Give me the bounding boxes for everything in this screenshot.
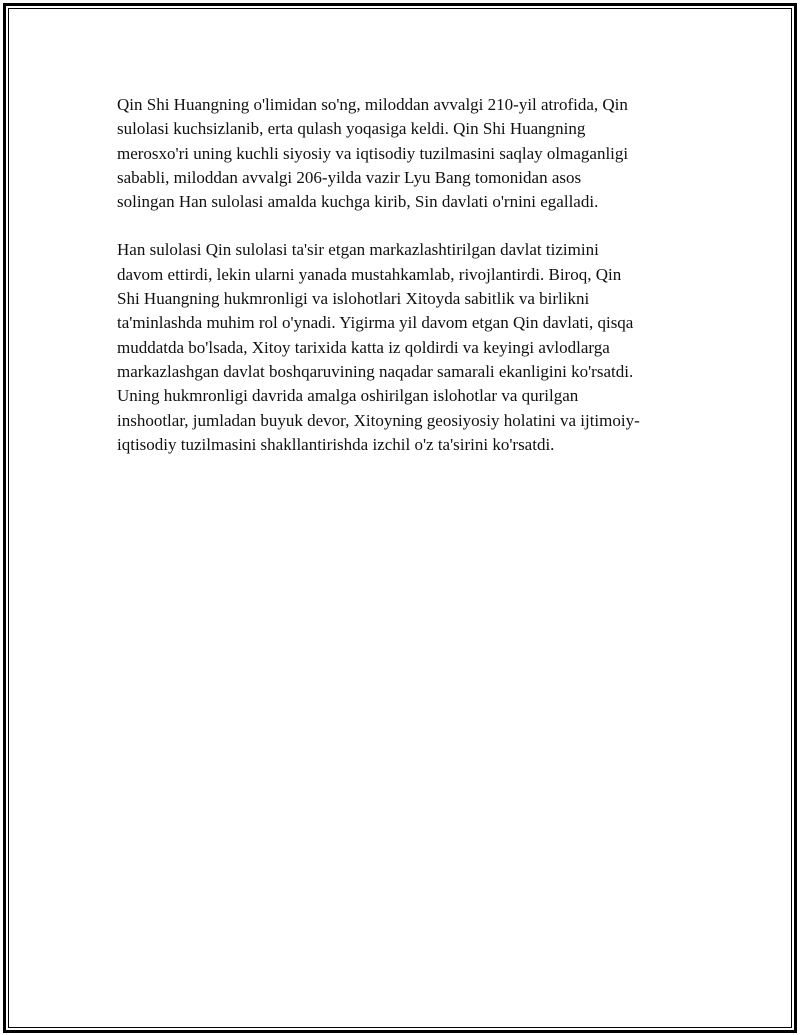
text-line: merosxo'ri uning kuchli siyosiy va iqtisodiy tuzilmasini saqlay olmaganligi — [117, 143, 629, 163]
text-line: davom ettirdi, lekin ularni yanada mustahkamlab, rivojlantirdi. Biroq, Qin — [117, 264, 622, 284]
text-line: Han sulolasi Qin sulolasi ta'sir etgan markazlashtirilgan davlat tizimini — [117, 240, 599, 260]
text-line: ta'minlashda muhim rol o'ynadi. Yigirma yil davom etgan Qin davlati, qisqa — [117, 313, 634, 333]
text-line: inshootlar, jumladan buyuk devor, Xitoyning geosiyosiy holatini va ijtimoiy- — [117, 410, 640, 430]
text-line: sababli, miloddan avvalgi 206-yilda vazir Lyu Bang tomonidan asos — [117, 167, 582, 187]
text-line: iqtisodiy tuzilmasini shakllantirishda izchil o'z ta'sirini ko'rsatdi. — [117, 434, 555, 454]
paragraph-1 — [117, 93, 687, 214]
text-line: sulolasi kuchsizlanib, erta qulash yoqasiga keldi. Qin Shi Huangning — [117, 119, 586, 139]
document-body — [117, 93, 687, 481]
text-line: markazlashgan davlat boshqaruvining naqadar samarali ekanligini ko'rsatdi. — [117, 361, 634, 381]
paragraph-2 — [117, 238, 687, 457]
text-line: solingan Han sulolasi amalda kuchga kirib, Sin davlati o'rnini egalladi. — [117, 192, 599, 212]
text-line: muddatda bo'lsada, Xitoy tarixida katta iz qoldirdi va keyingi avlodlarga — [117, 337, 610, 357]
text-line: Qin Shi Huangning o'limidan so'ng, miloddan avvalgi 210-yil atrofida, Qin — [117, 95, 628, 114]
text-line: Uning hukmronligi davrida amalga oshirilgan islohotlar va qurilgan — [117, 386, 579, 406]
text-line: Shi Huangning hukmronligi va islohotlari Xitoyda sabitlik va birlikni — [117, 289, 590, 309]
